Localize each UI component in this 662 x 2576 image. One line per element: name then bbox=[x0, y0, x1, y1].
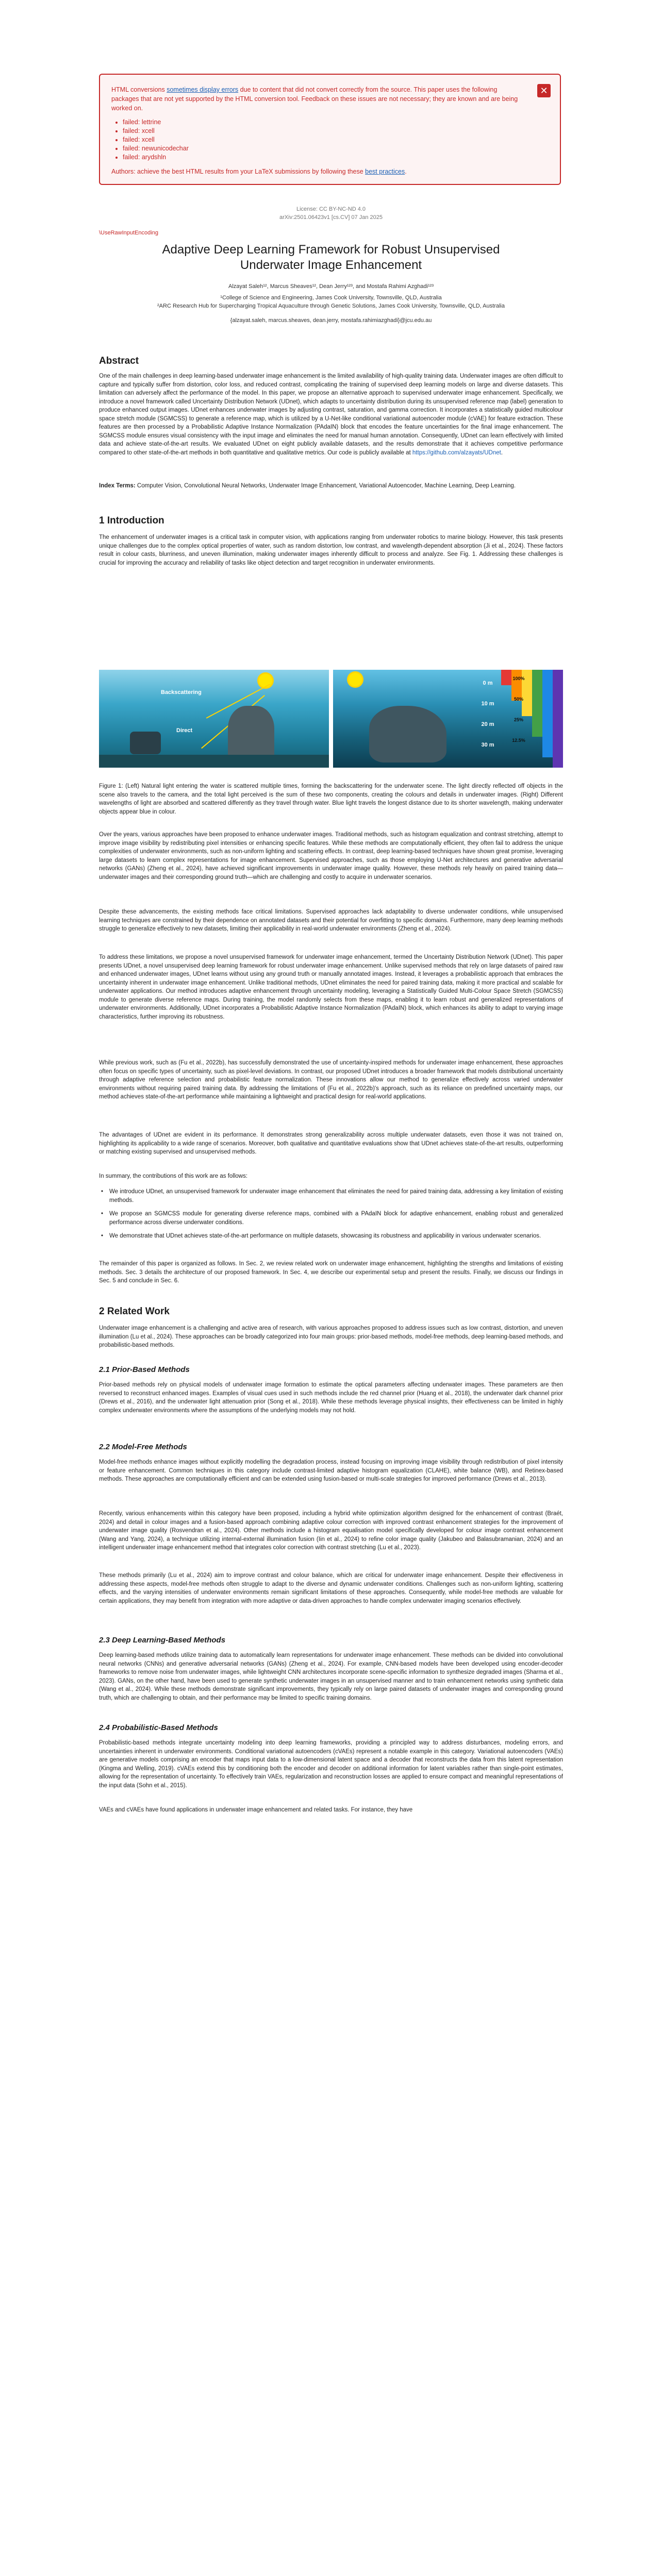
affiliation-2: ²ARC Research Hub for Supercharging Tropical Aquaculture through Genetic Solutions, James Cook University, Townsville, QLD, Australia bbox=[157, 303, 505, 309]
arxiv-id: arXiv:2501.06423v1 [cs.CV] 07 Jan 2025 bbox=[279, 214, 383, 221]
intro-paragraph-2: Over the years, various approaches have been proposed to enhance underwater images. Traditional methods, such as histogram equalization and contrast stretching, attempt to improve image visibility by redistributing pixel intensities or enhancing specific features. While these methods are computationally efficient, they often fail to address the unique complexities of underwater environments, such as non-uniform lighting and scattering effects. In contrast, deep learning-based techniques have shown great promise, leveraging large datasets to learn complex representations for image enhancement. Supervised approaches, such as those employing U-Net architectures and generative adversarial networks (GANs) (Zheng et al., 2024), have achieved significant improvements in underwater image quality. However, these methods rely heavily on paired training data—underwater images and their corresponding ground truth—which are challenging and costly to acquire in underwater scenarios. bbox=[99, 832, 563, 880]
camera-icon bbox=[130, 732, 161, 754]
section-probabilistic: 2.4 Probabilistic-Based Methods bbox=[99, 1723, 218, 1732]
figure-1 bbox=[99, 670, 563, 768]
modelfree-paragraph-3: These methods primarily (Lu et al., 2024) aim to improve contrast and colour balance, which are critical for underwater image enhancement. Despite their effectiveness in addressing these aspects, model-free methods often struggle to adapt to the diverse and dynamic underwater conditions. Challenges such as non-uniform lighting, scattering effects, and the varying intensities of underwater environments remain significant limitations of these approaches. Consequently, while model-free methods are valuable for certain applications, they may benefit from integration with more adaptive or data-driven approaches to handle complex underwater imaging scenarios effectively. bbox=[99, 1572, 563, 1604]
banner-authors-pre: Authors: achieve the best HTML results from your LaTeX submissions by following these bbox=[111, 168, 366, 175]
intro-paragraph-8: The remainder of this paper is organized as follows. In Sec. 2, we review related work on underwater image enhancement, highlighting the strengths and limitations of existing methods. Sec. 3 details the architecture of our proposed framework. In Sec. 4, we describe our experimental setup and present the results. Finally, we discuss our findings in Sec. 5 and conclude in Sec. 6. bbox=[99, 1261, 563, 1284]
paper-title: Adaptive Deep Learning Framework for Robust Unsupervised Underwater Image Enhancement bbox=[162, 243, 500, 272]
license-text: License: CC BY-NC-ND 4.0 bbox=[296, 206, 366, 212]
depth-label: 30 m bbox=[481, 742, 494, 748]
related-paragraph-1: Underwater image enhancement is a challenging and active area of research, with various approaches proposed to address issues such as low contrast, distortion, and uneven illumination (Lu et al., 2024). These approaches can be broadly categorized into four main groups: prior-based methods, model-free methods, deep learning-based methods, and probabilistic-based methods. bbox=[99, 1325, 563, 1348]
failed-package-item: • failed: newunicodechar bbox=[123, 144, 524, 153]
intro-paragraph-5: While previous work, such as (Fu et al., 2022b), has successfully demonstrated the use of uncertainty-inspired methods for underwater image enhancement, these approaches often focus on specific types of uncertainty, such as pixel-level deviations. In contrast, our proposed UDnet introduces a broader framework that models distributional uncertainty through adaptive reference selection and probabilistic feature normalization. These innovations allow our method to generalize effectively across varied underwater environments without requiring paired training data. By addressing the limitations of (Fu et al., 2022b)'s approach, such as its reliance on predefined uncertainty maps, our method achieves state-of-the-art performance while maintaining a lightweight and practical design for real-world applications. bbox=[99, 1060, 563, 1100]
seabed bbox=[99, 755, 329, 768]
code-link[interactable]: https://github.com/alzayats/UDnet bbox=[412, 449, 501, 456]
unicode-tag: \UseRawInputEncoding bbox=[99, 230, 158, 236]
banner-authors-post: . bbox=[405, 168, 407, 175]
close-icon[interactable]: ✕ bbox=[537, 84, 551, 97]
display-errors-link[interactable]: sometimes display errors bbox=[167, 86, 239, 93]
banner-line1-pre: HTML conversions bbox=[111, 86, 167, 93]
figure-1-caption: Figure 1: (Left) Natural light entering the water is scattered multiple times, forming the backscattering for the underwater scene. The light directly reflected off objects in the scene also travels to the camera, and the total light perceived is the sum of these two components, creating the colours and details in underwater images. (Right) Different wavelengths of light are absorbed and scattered differently as they travel through water. Blue light travels the longest distance due to its shorter wavelength, making underwater objects appear blue in colour. bbox=[99, 783, 563, 815]
prior-paragraph: Prior-based methods rely on physical models of underwater image formation to estimate the optical parameters affecting underwater images. These parameters are then reversed to reconstruct enhanced images. Examples of visual cues used in such methods include the red channel prior (Huang et al., 2018), the underwater dark channel prior (Drews et al., 2016), and the underwater light attenuation prior (Song et al., 2018). While these methods leverage physical insights, their effectiveness can be limited in highly complex underwater environments where the assumptions of the underlying models may not hold. bbox=[99, 1382, 563, 1414]
statue-icon bbox=[369, 706, 446, 762]
sun-icon bbox=[259, 674, 272, 687]
list-item: • We demonstrate that UDnet achieves state-of-the-art performance on multiple datasets, showcasing its robustness and applicability in various underwater scenarios. bbox=[99, 1232, 563, 1241]
abstract-text: One of the main challenges in deep learning-based underwater image enhancement is the limited availability of high-quality training data. Underwater images are often difficult to capture and typically suffer from distortion, color loss, and reduced contrast, complicating the training of supervised deep learning models on large and diverse datasets. This limitation can adversely affect the performance of the model. In this paper, we propose an alternative approach to supervised underwater image enhancement. Specifically, we introduce a novel framework called Uncertainty Distribution Network (UDnet), which adapts to uncertainty distribution during its unsupervised reference map (label) generation to produce enhanced output images. UDnet enhances underwater images by adjusting contrast, saturation, and gamma correction. It incorporates a statistically guided multicolour space stretch module (SGMCSS) to generate a reference map, which is utilized by a U-Net-like conditional variational autoencoder module (cVAE) for feature extraction. These features are then processed by a Probabilistic Adaptive Instance Normalization (PAdaIN) block that encodes the feature uncertainties for the final image enhancement. The SGMCSS module ensures visual consistency with the input image and eliminates the need for manual human annotation. Consequently, UDnet can learn effectively with limited data and achieve state-of-the-art results. We evaluated UDnet on eight publicly available datasets, and the results demonstrate that it achieves competitive performance compared to other state-of-the-art methods in both quantitative and qualitative metrics. Our code is publicly available at https://github.com/alzayats/UDnet. bbox=[99, 373, 563, 456]
banner-text bbox=[111, 85, 524, 176]
conversion-warning-banner bbox=[99, 74, 561, 185]
depth-label: 0 m bbox=[483, 680, 493, 686]
intro-paragraph-6: The advantages of UDnet are evident in its performance. It demonstrates strong generalizability across multiple underwater datasets, even those it was not trained on, highlighting its applicability to a wide range of scenarios. Moreover, both qualitative and quantitative evaluations show that UDnet achieves state-of-the-art results, outperforming or matching existing supervised and unsupervised methods. bbox=[99, 1132, 563, 1155]
prob-paragraph: Probabilistic-based methods integrate uncertainty modeling into deep learning frameworks, providing a principled way to address disturbances, modeling errors, and uncertainties inherent in underwater environments. Conditional variational autoencoders (cVAEs) represent a notable example in this category. Variational autoencoders (VAEs) are generative models comprising an encoder that maps input data to a low-dimensional latent space and a decoder that reconstructs the data from this latent representation (Kingma and Welling, 2019). cVAEs extend this by conditioning both the encoder and decoder on additional information for latent variables rather than single-point estimates, allowing for the representation of uncertainty. To effectively train VAEs, regularization and reconstruction losses are applied to ensure compact and meaningful representations of the input data (Sohn et al., 2015). bbox=[99, 1740, 563, 1789]
section-model-free: 2.2 Model-Free Methods bbox=[99, 1443, 187, 1451]
index-terms: Index Terms: Computer Vision, Convolutional Neural Networks, Underwater Image Enhancement, Variational Autoencoder, Machine Learning, Deep Learning. bbox=[99, 483, 516, 489]
best-practices-link[interactable]: best practices bbox=[365, 168, 405, 175]
affiliation-1: ¹College of Science and Engineering, James Cook University, Townsville, QLD, Australia bbox=[220, 295, 442, 301]
failed-package-item: • failed: lettrine bbox=[123, 118, 524, 127]
figure-right-panel bbox=[333, 670, 563, 768]
intro-paragraph-4: To address these limitations, we propose a novel unsupervised framework for underwater image enhancement, termed the Uncertainty Distribution Network (UDnet). This paper presents UDnet, a novel unsupervised deep learning framework for robust underwater image enhancement. Unlike supervised methods that rely on large datasets of paired raw and enhanced underwater images, UDnet learns without using any ground truth or manually annotated images. Instead, it leverages a probabilistic approach that embraces the uncertainty inherent in underwater image enhancement. Unlike traditional methods, UDnet eliminates the need for paired training data, making it more practical and scalable for underwater applications. Our method introduces adaptive enhancement through uncertainty modeling, leveraging a Statistically Guided Multi-Colour Space Stretch (SGMCSS) module to generate diverse reference maps. During training, the model randomly selects from these maps, enabling it to learn robust and generalized representations of underwater environments. Additionally, UDnet incorporates a Probabilistic Adaptive Instance Normalization (PAdaIN) block, which enhances its ability to adapt to varying image characteristics, further improving its robustness. bbox=[99, 954, 563, 1020]
author-emails: {alzayat.saleh, marcus.sheaves, dean.jerry, mostafa.rahimiazghadi}@jcu.edu.au bbox=[230, 317, 432, 324]
failed-package-item: • failed: arydshln bbox=[123, 153, 524, 162]
section-deep-learning: 2.3 Deep Learning-Based Methods bbox=[99, 1636, 226, 1645]
banner-line1-post: due to content that did not convert correctly from the source. This paper uses the following packages that are not yet supported by the HTML conversion tool. Feedback on these issues are not necessary; they are known and are being worked on. bbox=[111, 86, 518, 112]
modelfree-paragraph-1: Model-free methods enhance images without explicitly modelling the degradation process, instead focusing on improving image visibility through redistribution of pixel intensity or feature enhancement. Common techniques in this category include contrast-limited adaptive histogram equalization (CLAHE), white balance (WB), and Retinex-based methods. These approaches are computationally efficient and can be extended using fusion-based or multi-scale strategies for improved performance (Drews et al., 2013). bbox=[99, 1459, 563, 1482]
percent-label: 12.5% bbox=[512, 738, 525, 743]
abstract-heading: Abstract bbox=[99, 355, 139, 366]
intro-paragraph-3: Despite these advancements, the existing methods face critical limitations. Supervised approaches lack adaptability to diverse underwater conditions, while unsupervised learning techniques are constrained by their dependence on annotated datasets and their potential for overfitting to specific domains. Furthermore, many deep learning methods struggle to generalize effectively to new datasets, limiting their applicability in real-world underwater environments (Zheng et al., 2024). bbox=[99, 909, 563, 932]
sun-icon bbox=[349, 673, 362, 686]
intro-paragraph-1: The enhancement of underwater images is a critical task in computer vision, with applications ranging from underwater robotics to marine biology. However, this task presents unique challenges due to the complex optical properties of water, such as random distortion, low contrast, and wavelength-dependent absorption (Ji et al., 2024). These factors result in colour casts, blurriness, and uneven illumination, making underwater images inherently difficult to process and analyze. See Fig. 1. Addressing these challenges is crucial for improving the accuracy and reliability of tasks like object detection and target recognition in underwater environments. bbox=[99, 534, 563, 566]
failed-packages-list bbox=[123, 118, 524, 162]
section-introduction: 1 Introduction bbox=[99, 515, 164, 526]
diver-icon bbox=[228, 706, 274, 762]
list-item: • We introduce UDnet, an unsupervised framework for underwater image enhancement that eliminates the need for paired training data, addressing a key limitation of existing methods. bbox=[99, 1188, 563, 1205]
depth-label: 10 m bbox=[481, 701, 494, 707]
contributions-list bbox=[99, 1188, 563, 1246]
figure-left-panel bbox=[99, 670, 329, 768]
failed-package-item: • failed: xcell bbox=[123, 127, 524, 135]
percent-label: 100% bbox=[512, 676, 525, 681]
intro-paragraph-7: In summary, the contributions of this work are as follows: bbox=[99, 1173, 248, 1179]
prob-paragraph-2: VAEs and cVAEs have found applications in underwater image enhancement and related tasks. For instance, they have bbox=[99, 1807, 413, 1813]
authors: Alzayat Saleh¹², Marcus Sheaves¹², Dean Jerry¹²³, and Mostafa Rahimi Azghadi¹²³ bbox=[228, 283, 434, 290]
depth-label: 20 m bbox=[481, 721, 494, 727]
failed-package-item: • failed: xcell bbox=[123, 135, 524, 144]
section-related-work: 2 Related Work bbox=[99, 1306, 170, 1317]
backscattering-label: Backscattering bbox=[161, 689, 202, 696]
percent-label: 50% bbox=[514, 697, 523, 702]
dl-paragraph: Deep learning-based methods utilize training data to automatically learn representations for underwater image enhancement. These methods can be divided into convolutional neural networks (CNNs) and generative adversarial networks (GANs) (Zheng et al., 2024). For example, CNN-based models have been developed using encoder-decoder frameworks to remove noise from underwater images, while lightweight CNN architectures incorporate scene-specific information to synthesize degraded images (Sharma et al., 2023). GANs, on the other hand, have been used to generate synthetic underwater images in an unsupervised manner and to train enhancement networks using synthetic data (Wang et al., 2024). While these methods demonstrate significant improvements, they typically rely on large paired datasets of underwater images and corresponding ground truth, which are challenging to obtain, and their performance may be limited to specific training domains. bbox=[99, 1652, 563, 1701]
section-prior-based: 2.1 Prior-Based Methods bbox=[99, 1365, 190, 1374]
modelfree-paragraph-2: Recently, various enhancements within this category have been proposed, including a hybrid white optimization algorithm designed for the enhancement of contrast (Braét, 2024) and detail in colour images and a fusion-based approach combining adaptive colour correction with improved contrast enhancement strategies for the improvement of underwater image quality (Rosvendran et al., 2024). Other methods include a histogram equalisation model specifically developed for colour image contrast enhancement (Wang and Yang, 2024), a technique utilizing internal-external illumination fusion (Iin et al., 2024) to refine color image quality (Jakubeo and Balasubramanian, 2024) and an intelligent underwater image enhancement method that integrates color correction with contrast stretching (Lu et al., 2023). bbox=[99, 1511, 563, 1551]
direct-label: Direct bbox=[176, 727, 193, 734]
list-item: • We propose an SGMCSS module for generating diverse reference maps, combined with a PAdaIN block for adaptive enhancement, enabling robust and generalized performance across diverse underwater conditions. bbox=[99, 1210, 563, 1227]
percent-label: 25% bbox=[514, 717, 523, 722]
